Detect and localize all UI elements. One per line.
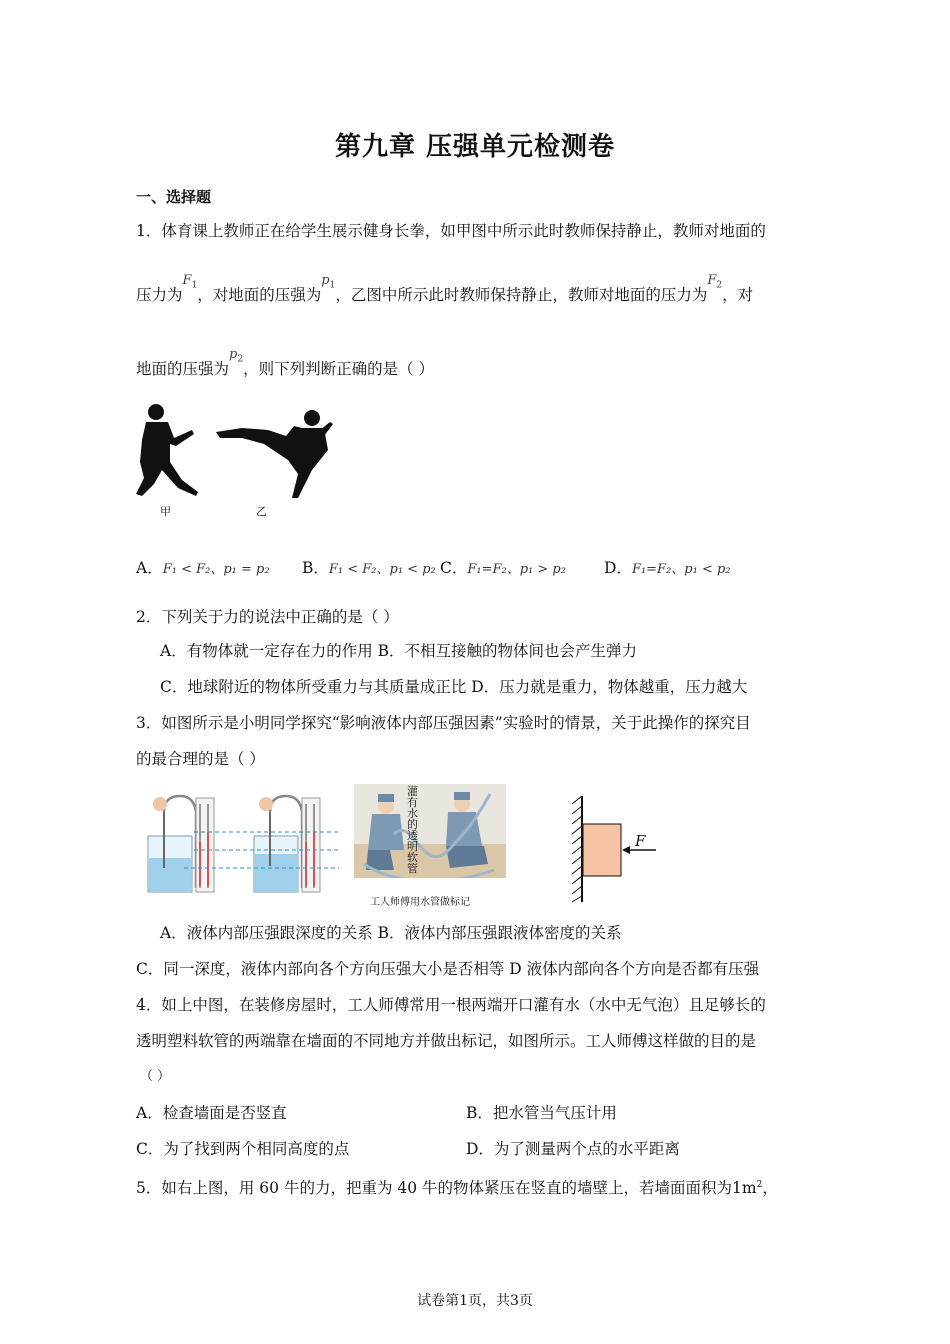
section-heading: 一、选择题 <box>136 188 212 206</box>
q1-line-1: 1．体育课上教师正在给学生展示健身长拳，如甲图中所示此时教师保持静止，教师对地面的 <box>136 222 766 240</box>
martial-arts-figure <box>134 400 334 505</box>
teacher-stance-silhouette <box>136 404 198 496</box>
q3-line-2: 的最合理的是（ ） <box>136 750 265 768</box>
wall-hatching <box>572 796 582 902</box>
block-wall-figure <box>568 794 668 904</box>
q3-options-ab[interactable]: A．液体内部压强跟深度的关系 B．液体内部压强跟液体密度的关系 <box>160 924 622 942</box>
symbol-F1: F1 <box>182 273 198 291</box>
q1-line-2: 压力为$^{F_1}$，对地面的压强为$^{p_1}$，乙图中所示此时教师保持静止，教师对地面的压力为$^{F_2}$，对 <box>136 273 754 304</box>
force-label: F <box>635 832 646 850</box>
q2-options-ab[interactable]: A．有物体就一定存在力的作用 B．不相互接触的物体间也会产生弹力 <box>160 642 638 660</box>
q4-line-3: （ ） <box>140 1069 171 1084</box>
workers-hose-figure <box>354 784 506 892</box>
page-title: 第九章 压强单元检测卷 <box>334 132 616 162</box>
q4-option-b[interactable]: B．把水管当气压计用 <box>466 1104 617 1122</box>
left-setup <box>148 796 214 892</box>
symbol-F2: F2 <box>707 273 723 291</box>
q1-option-b[interactable]: B．F₁ < F₂、p₁ < p₂ <box>302 559 436 577</box>
workers-figure-caption: 工人师傅用水管做标记 <box>370 897 470 908</box>
q4-line-1: 4．如上中图，在装修房屋时，工人师傅常用一根两端开口灌有水（水中无气泡）且足够长的 <box>136 996 766 1014</box>
q1-line-3: 地面的压强为$^{p_2}$，则下列判断正确的是（ ） <box>136 347 435 378</box>
q2-options-cd[interactable]: C．地球附近的物体所受重力与其质量成正比 D．压力就是重力，物体越重，压力越大 <box>160 678 748 696</box>
q1-option-a[interactable]: A．F₁ < F₂、p₁ = p₂ <box>136 559 270 577</box>
q5-line-1: 5．如右上图，用 60 牛的力，把重为 40 牛的物体紧压在竖直的墙壁上，若墙面面积为$1m^2$， <box>136 1179 778 1198</box>
caption-yi: 乙 <box>256 505 267 518</box>
q4-line-2: 透明塑料软管的两端靠在墙面的不同地方并做出标记，如图所示。工人师傅这样做的目的是 <box>136 1032 757 1050</box>
q4-option-d[interactable]: D．为了测量两个点的水平距离 <box>466 1140 680 1158</box>
teacher-kick-silhouette <box>216 410 333 498</box>
q3-options-cd[interactable]: C．同一深度，液体内部向各个方向压强大小是否相等 D 液体内部向各个方向是否都有压强 <box>136 960 760 978</box>
q1-option-c[interactable]: C．F₁=F₂、p₁ > p₂ <box>440 559 566 577</box>
q2-stem: 2．下列关于力的说法中正确的是（ ） <box>136 608 399 626</box>
q1-option-d[interactable]: D．F₁=F₂、p₁ < p₂ <box>604 559 731 577</box>
manometer-beaker-figure <box>134 792 339 902</box>
symbol-p1: p1 <box>321 273 336 291</box>
q3-line-1: 3．如图所示是小明同学探究“影响液体内部压强因素”实验时的情景，关于此操作的探究目 <box>136 714 751 732</box>
page-footer: 试卷第1页，共3页 <box>417 1293 533 1309</box>
right-setup <box>254 796 320 892</box>
hose-vertical-label: 灌有水的透明软管 <box>407 785 418 875</box>
caption-jia: 甲 <box>160 505 171 518</box>
q4-option-a[interactable]: A．检查墙面是否竖直 <box>136 1104 287 1122</box>
q4-option-c[interactable]: C．为了找到两个相同高度的点 <box>136 1140 350 1158</box>
symbol-p2: p2 <box>229 347 244 365</box>
